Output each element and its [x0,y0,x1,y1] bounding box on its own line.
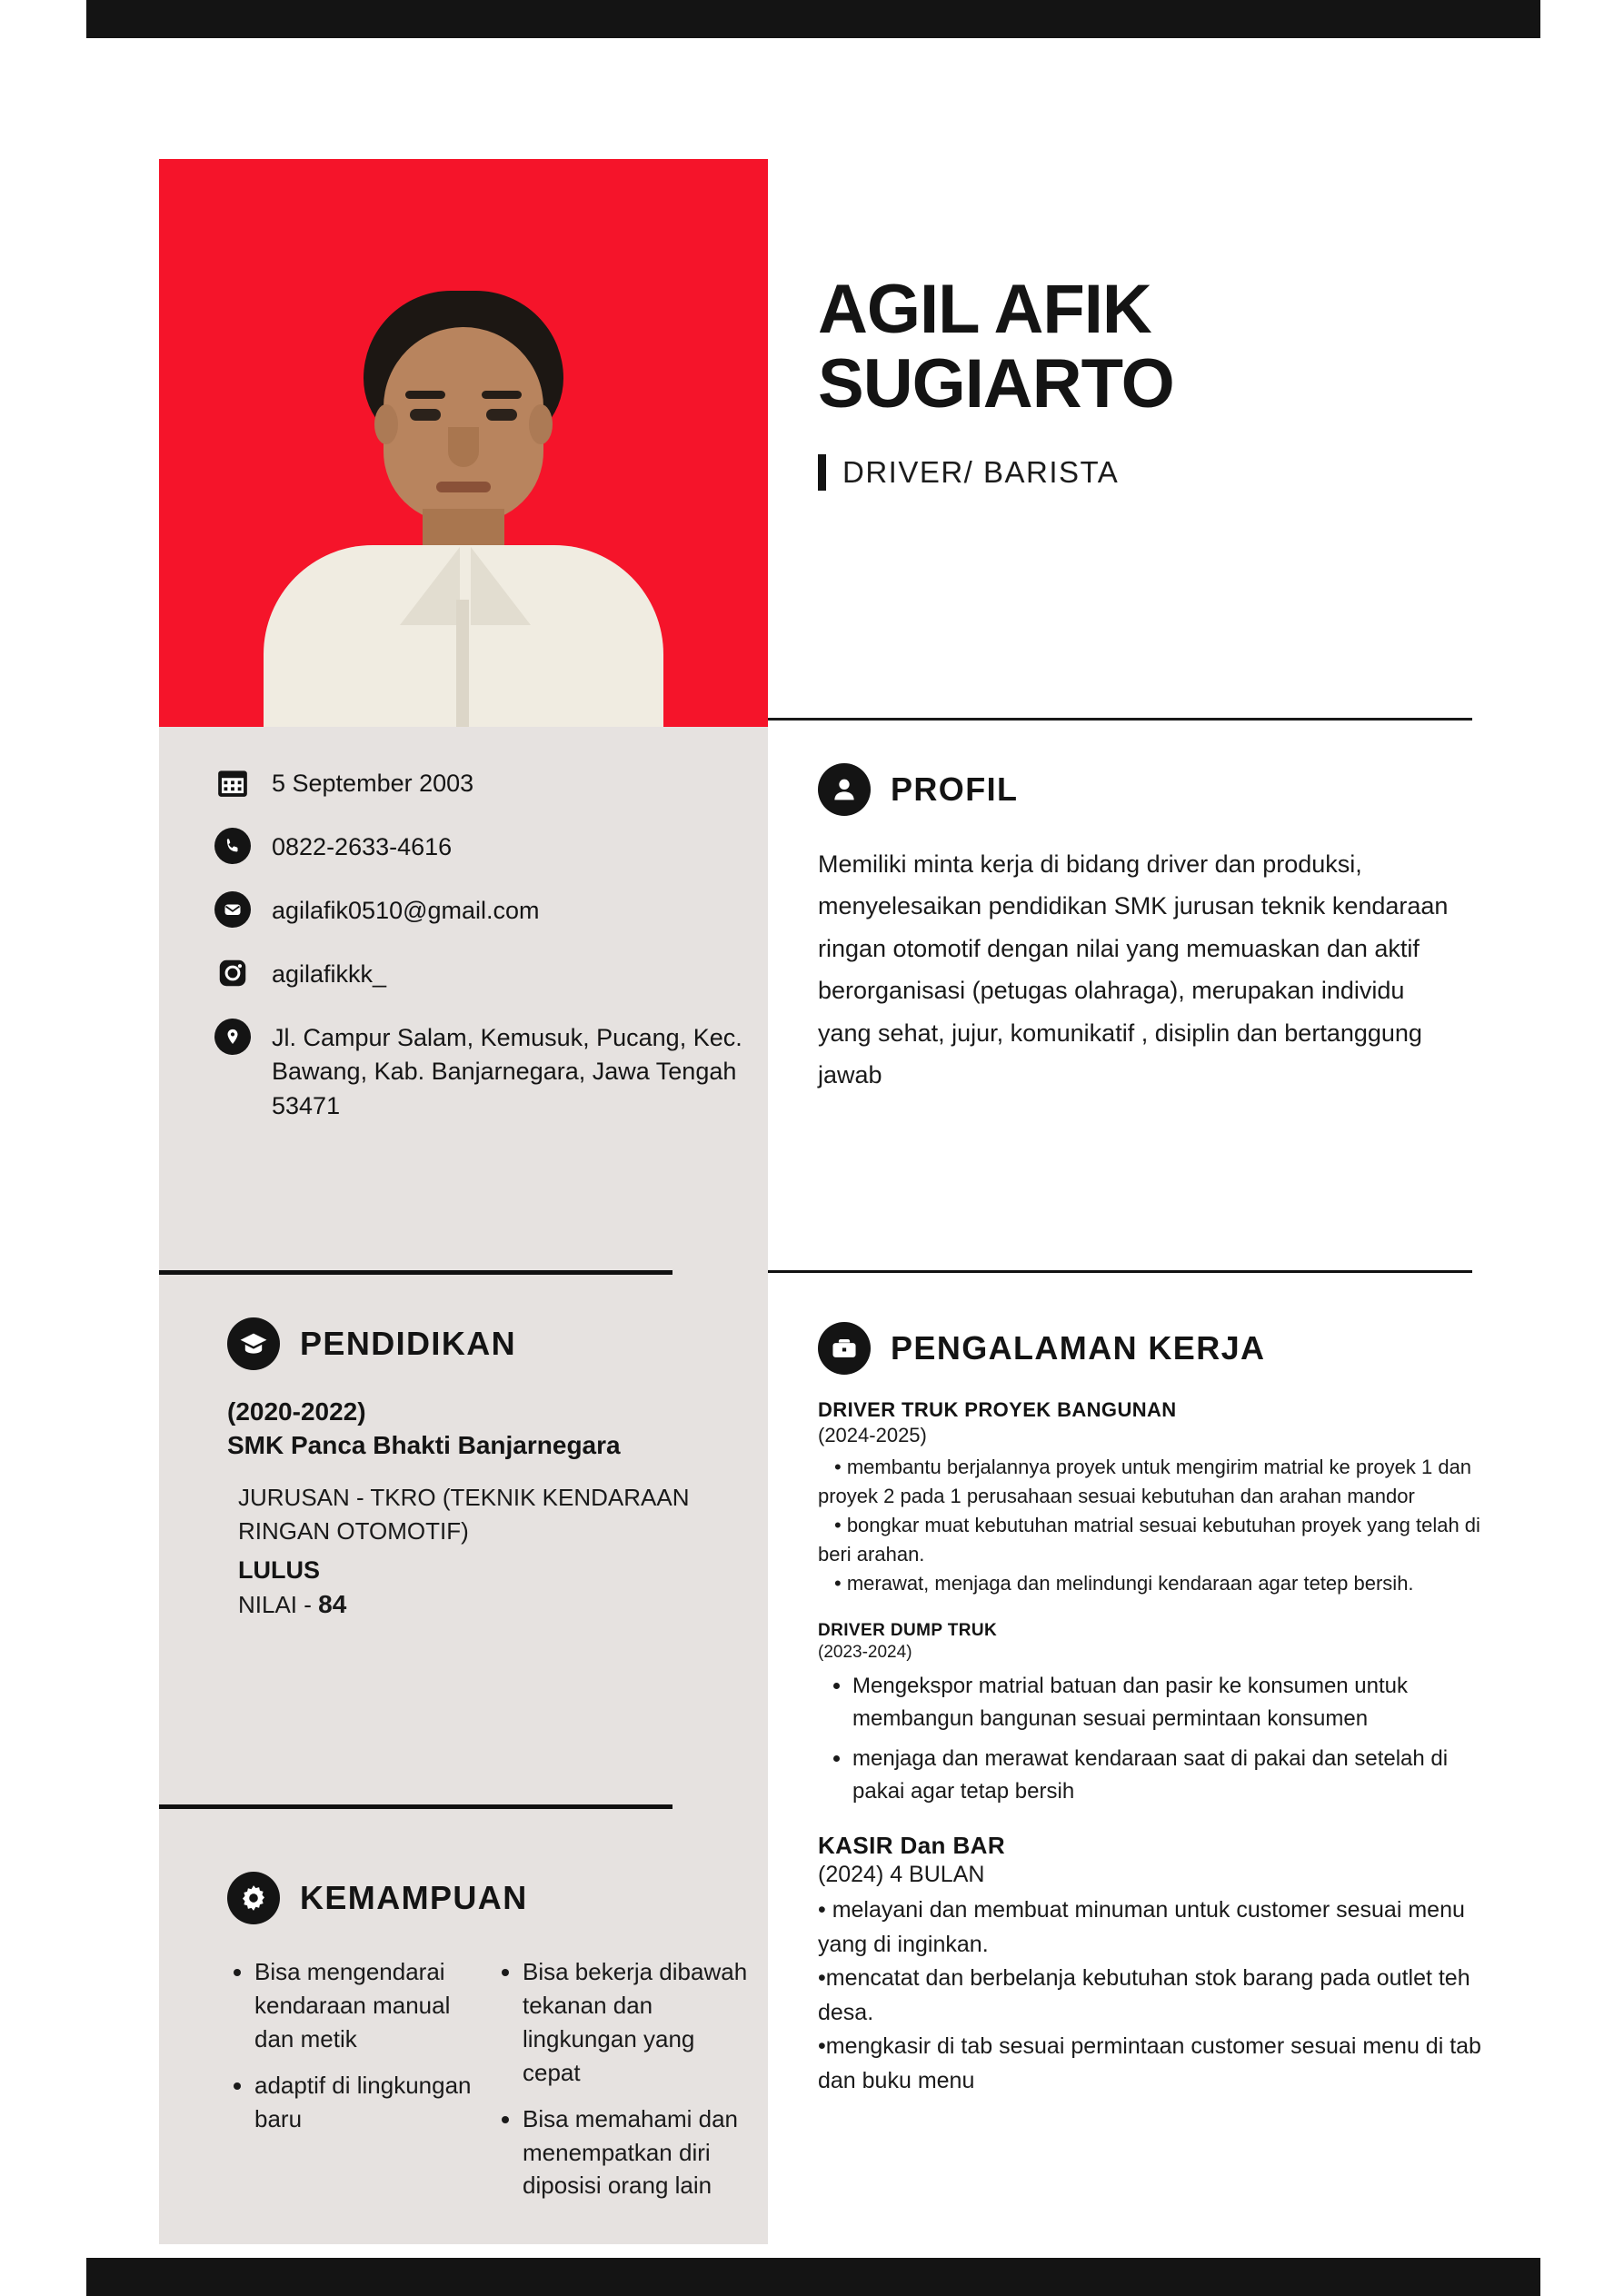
job-period: (2024-2025) [818,1424,927,1446]
profil-header [818,763,1454,816]
photo-eye-right [486,409,517,421]
list-item: • Mengekspor matrial batuan dan pasir ke konsumen untuk membangun bangunan sesuai permintaan konsumen [852,1670,1490,1735]
job-line: • membantu berjalannya proyek untuk mengirim matrial ke proyek 1 dan proyek 2 pada 1 perusahaan sesuai kebutuhan dan arahan mandor [818,1456,1472,1507]
pengalaman-title: PENGALAMAN KERJA [891,1329,1266,1367]
photo-shirt-placket [456,600,469,727]
name-line-1: AGIL AFIK [818,271,1151,348]
pendidikan-header [227,1317,736,1370]
name-block [818,273,1472,491]
email-icon [214,890,252,929]
job-bullets [818,1670,1490,1808]
kemampuan-title: KEMAMPUAN [300,1879,528,1916]
job-title: DRIVER DUMP TRUK [818,1621,998,1641]
job-line: • melayani dan membuat minuman untuk customer sesuai menu yang di inginkan. [818,1897,1465,1957]
location-icon [214,1018,252,1056]
job-period: (2024) 4 BULAN [818,1862,985,1888]
photo-brow-right [482,391,522,399]
job-description [818,1893,1490,2098]
contact-email-text: agilafik0510@gmail.com [272,897,540,924]
job-entry-3 [818,1832,1490,2098]
job-period: (2023-2024) [818,1643,912,1663]
contact-item-phone [214,827,750,865]
contact-phone-text: 0822-2633-4616 [272,833,453,860]
photo-eye-left [410,409,441,421]
photo-ear-left [374,404,398,444]
bottom-black-bar [86,2258,1540,2296]
divider-right-1 [768,1270,1472,1273]
skills-column-right [495,1955,754,2215]
role-tick [818,454,826,491]
education-score-value: 84 [318,1590,347,1619]
section-pengalaman-kerja [818,1322,1490,2098]
contact-birthdate-text: 5 September 2003 [272,770,474,797]
photo-mouth [436,482,491,492]
skills-columns [227,1955,772,2215]
photo-collar-right [471,547,531,625]
job-entry-2 [818,1621,1490,1808]
profil-body: Memiliki minta kerja di bidang driver dan produksi, menyelesaikan pendidikan SMK jurusan teknik kendaraan ringan otomotif dengan nilai yang memuaskan dan aktif berorganisasi (petugas olahraga), merupakan individu yang sehat, jujur, komunikatif , disiplin dan bertanggung jawab [818,850,1449,1089]
divider-left-1 [159,1270,673,1275]
photo-brow-left [405,391,445,399]
education-school: SMK Panca Bhakti Banjarnegara [227,1431,621,1459]
top-black-bar [86,0,1540,38]
list-item: • adaptif di lingkungan baru [254,2069,486,2136]
person-icon [818,763,871,816]
job-line: •mengkasir di tab sesuai permintaan customer sesuai menu di tab dan buku menu [818,2033,1481,2093]
job-title: DRIVER TRUK PROYEK BANGUNAN [818,1398,1177,1421]
contact-item-address [214,1018,750,1123]
list-item: • Bisa memahami dan menempatkan diri diposisi orang lain [523,2102,754,2203]
kemampuan-header [227,1872,772,1924]
job-entry-1 [818,1398,1490,1597]
contact-item-email [214,890,750,929]
list-item: • Bisa mengendarai kendaraan manual dan metik [254,1955,486,2056]
photo-nose [448,427,479,467]
gear-icon [227,1872,280,1924]
role-text: DRIVER/ BARISTA [842,455,1120,490]
phone-icon [214,827,252,865]
role-row [818,454,1472,491]
briefcase-icon [818,1322,871,1375]
education-score [227,1590,736,1619]
photo-person [227,254,700,727]
education-years: (2020-2022) [227,1397,366,1426]
graduation-cap-icon [227,1317,280,1370]
education-status: LULUS [238,1556,320,1585]
job-line: • bongkar muat kebutuhan matrial sesuai kebutuhan proyek yang telah di beri arahan. [818,1513,1480,1565]
name-line-2: SUGIARTO [818,345,1174,423]
contact-address-text: Jl. Campur Salam, Kemusuk, Pucang, Kec. Bawang, Kab. Banjarnegara, Jawa Tengah 53471 [272,1024,742,1119]
skills-column-left [227,1955,486,2215]
pendidikan-title: PENDIDIKAN [300,1325,517,1362]
contact-item-birthdate [214,763,750,801]
job-title: KASIR Dan BAR [818,1832,1005,1860]
job-line: •mencatat dan berbelanja kebutuhan stok barang pada outlet teh desa. [818,1965,1470,2025]
instagram-icon [214,954,252,992]
contact-list [214,763,750,1148]
calendar-icon [214,763,252,801]
contact-instagram-text: agilafikkk_ [272,960,387,988]
section-kemampuan [227,1872,772,2215]
photo-ear-right [529,404,553,444]
education-major: JURUSAN - TKRO (TEKNIK KENDARAAN RINGAN OTOMOTIF) [238,1483,690,1546]
divider-left-2 [159,1804,673,1809]
section-pendidikan [227,1317,736,1619]
photo-collar-left [400,547,460,625]
photo-face [384,327,543,522]
divider-under-name [768,718,1472,721]
profile-photo [159,159,768,727]
list-item: • menjaga dan merawat kendaraan saat di pakai dan setelah di pakai agar tetap bersih [852,1743,1490,1808]
profil-title: PROFIL [891,770,1019,808]
section-profil [818,763,1454,1097]
pengalaman-header [818,1322,1490,1375]
education-score-label: NILAI - [238,1591,312,1619]
contact-item-instagram [214,954,750,992]
job-line: • merawat, menjaga dan melindungi kendaraan agar tetep bersih. [834,1571,1414,1595]
job-description [818,1453,1490,1597]
list-item: • Bisa bekerja dibawah tekanan dan lingkungan yang cepat [523,1955,754,2090]
